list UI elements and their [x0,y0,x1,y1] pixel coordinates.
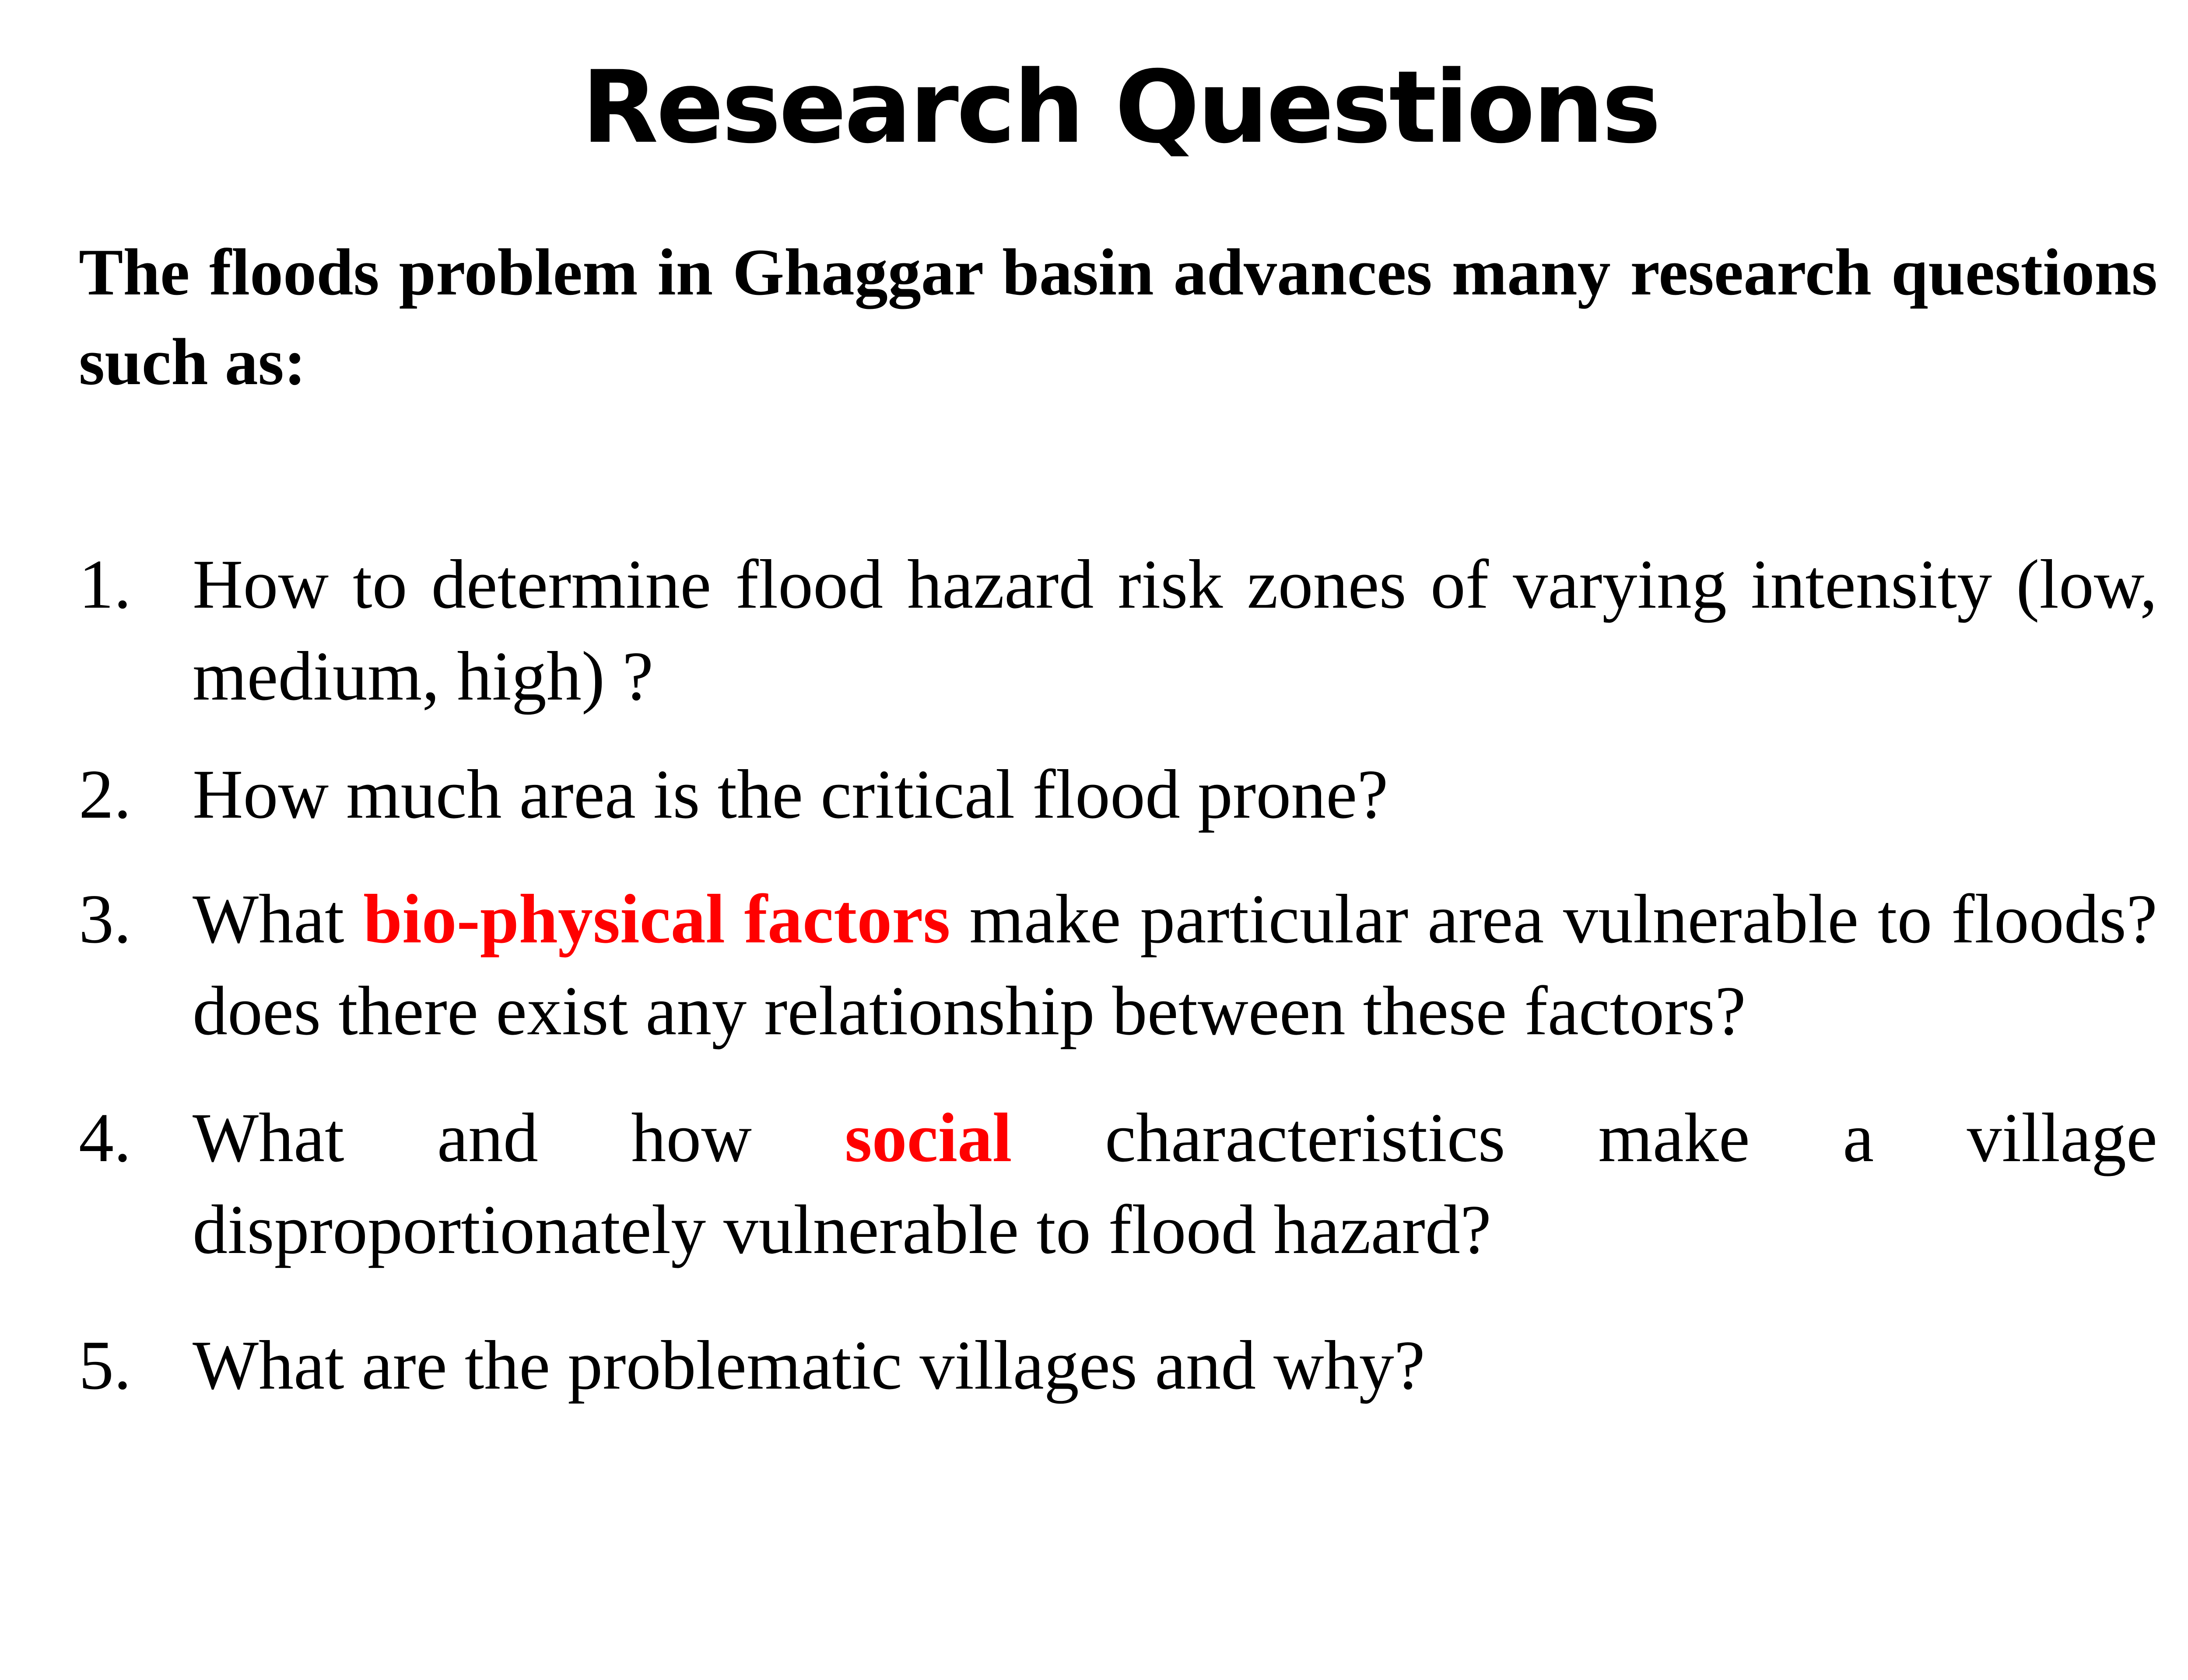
highlight-bio-physical-factors: bio-physical factors [363,880,950,958]
question-text-end: make particular area vulnerable to floods? does there exist any relationship between these factors? [193,880,2158,1050]
question-text: What are the problematic villages and why? [193,1326,1425,1404]
question-text: How much area is the critical flood prone? [193,755,1389,833]
highlight-social: social [845,1099,1012,1176]
question-number: 4. [79,1099,131,1176]
slide-title: Research Questions [582,49,1659,165]
question-text: How to determine flood hazard risk zones of varying intensity (low, medium, high) ? [193,545,2157,715]
question-text [193,1092,2157,1275]
question-text-end: characteristics make a village disproportionately vulnerable to flood hazard? [193,1099,2158,1268]
question-item-1 [79,538,2157,722]
question-text [193,873,2157,1057]
question-number: 5. [79,1326,131,1404]
question-item-2 [79,748,2157,840]
question-number: 3. [79,880,131,958]
question-number: 1. [79,545,131,623]
question-item-4 [79,1092,2157,1275]
question-item-3 [79,873,2157,1057]
question-item-5 [79,1319,2157,1411]
question-text-start: What [193,880,364,958]
intro-paragraph: The floods problem in Ghaggar basin advances many research questions such as: [79,235,2157,399]
question-text-start: What and how [193,1099,845,1176]
question-number: 2. [79,755,131,833]
